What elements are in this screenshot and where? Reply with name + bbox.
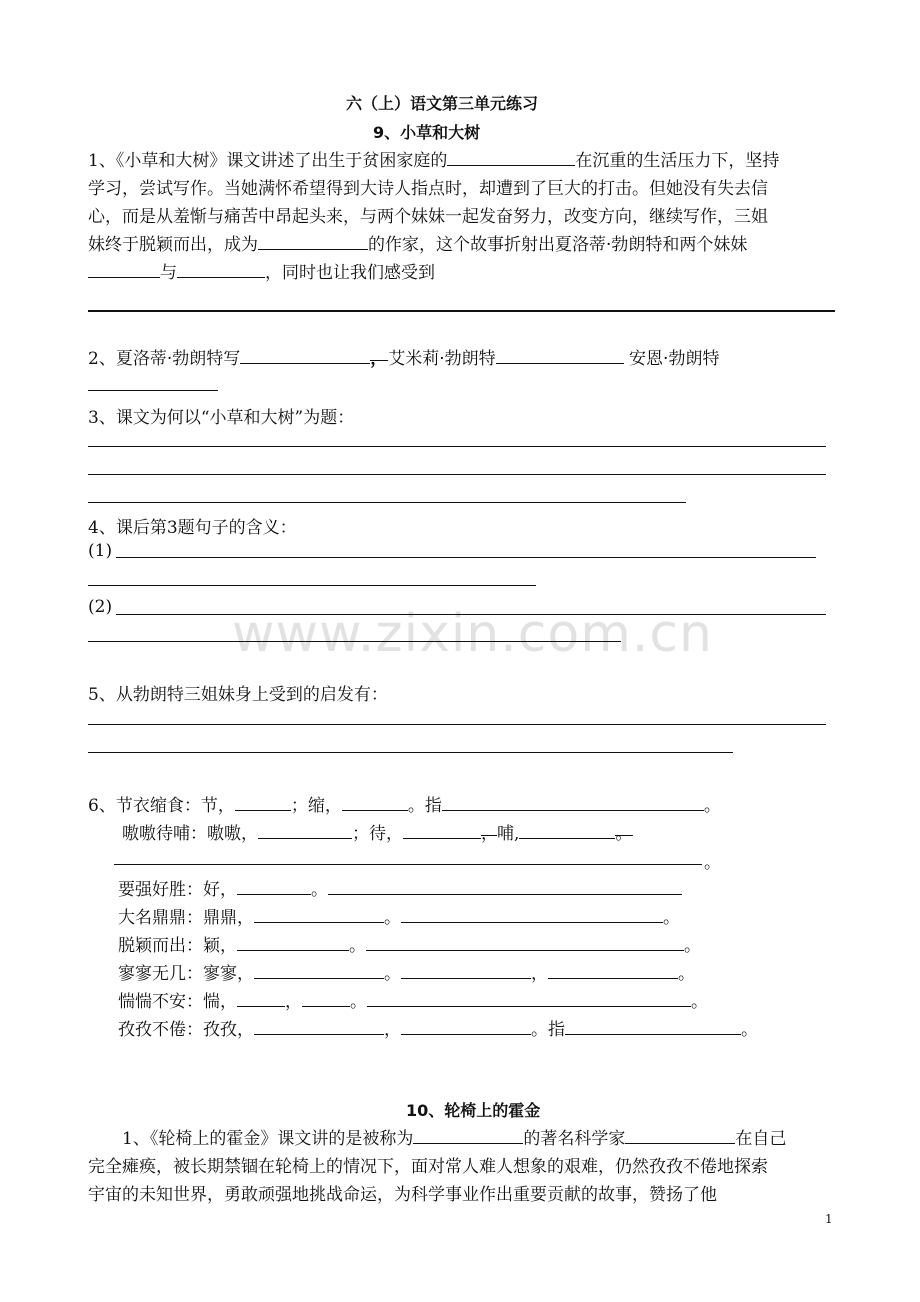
answer-blank[interactable] (88, 261, 160, 278)
lesson10-line1: 1、《轮椅上的霍金》课文讲的是被称为 的著名科学家 在自己 (122, 1129, 787, 1149)
answer-blank[interactable] (366, 934, 684, 951)
answer-blank[interactable] (254, 962, 384, 979)
q1-line5: 与 ，同时也让我们感受到 (88, 258, 435, 283)
answer-blank[interactable] (401, 962, 531, 979)
answer-line[interactable] (88, 474, 826, 475)
answer-blank[interactable] (177, 261, 265, 278)
answer-blank[interactable] (302, 990, 350, 1007)
answer-blank[interactable] (258, 233, 368, 250)
lesson9-heading: 9、小草和大树 (373, 123, 481, 142)
answer-blank[interactable] (548, 962, 678, 979)
answer-blank[interactable] (447, 149, 575, 166)
page-number: 1 (825, 1212, 833, 1226)
answer-line[interactable] (88, 390, 218, 391)
answer-blank[interactable] (342, 794, 408, 811)
answer-blank[interactable] (237, 990, 285, 1007)
lesson10-line3: 宇宙的未知世界，勇敢顽强地挑战命运，为科学事业作出重要贡献的故事，赞扬了他 (88, 1185, 717, 1205)
answer-blank[interactable] (254, 1018, 384, 1035)
answer-line[interactable] (116, 614, 826, 615)
answer-line[interactable] (88, 724, 826, 725)
answer-blank[interactable] (401, 1018, 531, 1035)
answer-blank[interactable] (519, 822, 615, 839)
answer-blank[interactable] (413, 1127, 523, 1144)
answer-blank[interactable] (254, 906, 384, 923)
lesson10-line2: 完全瘫痪，被长期禁锢在轮椅上的情况下，面对常人难人想象的艰难，仍然孜孜不倦地探索 (88, 1157, 768, 1177)
answer-blank[interactable] (367, 990, 691, 1007)
q4-item2-label: (2) (88, 597, 113, 617)
answer-blank[interactable] (496, 347, 624, 364)
q6-row4: 大名鼎鼎：鼎鼎， 。 。 (118, 908, 680, 928)
answer-blank[interactable] (237, 934, 349, 951)
q3-text: 3、课文为何以“小草和大树”为题： (88, 408, 355, 428)
q1-line3: 心，而是从羞惭与痛苦中昂起头来，与两个妹妹一起发奋努力，改变方向，继续写作，三姐 (88, 207, 768, 227)
answer-blank[interactable] (442, 794, 704, 811)
answer-blank[interactable] (237, 878, 311, 895)
answer-line[interactable] (88, 446, 826, 447)
q1-line2: 学习，尝试写作。当她满怀希望得到大诗人指点时，却遭到了巨大的打击。但她没有失去信 (88, 179, 768, 199)
answer-line[interactable] (88, 585, 536, 586)
lesson10-heading: 10、轮椅上的霍金 (406, 1101, 541, 1120)
answer-blank[interactable] (328, 878, 682, 895)
answer-blank[interactable] (625, 1127, 735, 1144)
answer-line[interactable] (114, 864, 702, 865)
q6-row1: 6、节衣缩食：节， ；缩， 。指 。 (88, 796, 721, 816)
answer-line[interactable] (88, 752, 733, 753)
watermark: www.zixin.com.cn (232, 604, 713, 664)
q1-line4: 妹终于脱颖而出，成为 的作家，这个故事折射出夏洛蒂·勃朗特和两个妹妹 (88, 235, 748, 255)
q1-line1: 1、《小草和大树》课文讲述了出生于贫困家庭的 在沉重的生活压力下，坚持 (88, 151, 780, 171)
answer-blank[interactable] (403, 822, 481, 839)
q6-row3: 要强好胜：好， 。 (118, 875, 682, 900)
answer-line[interactable] (88, 641, 621, 642)
answer-line[interactable] (88, 502, 686, 503)
answer-blank[interactable] (235, 794, 291, 811)
q6-row8: 孜孜不倦：孜孜， ， 。指 。 (118, 1020, 758, 1040)
answer-line[interactable] (116, 557, 816, 558)
q6-row5: 脱颖而出：颖， 。 。 (118, 936, 701, 956)
answer-line[interactable] (88, 310, 835, 312)
q4-item1-label: (1) (88, 541, 113, 561)
q4-text: 4、课后第3题句子的含义： (88, 518, 297, 538)
answer-blank[interactable] (565, 1018, 741, 1035)
answer-blank[interactable] (258, 822, 352, 839)
answer-blank[interactable] (240, 347, 370, 364)
q6-row2: 嗷嗷待哺：嗷嗷， ；待， ，哺, 。 (122, 819, 633, 844)
answer-blank[interactable] (401, 906, 663, 923)
page-title: 六（上）语文第三单元练习 (346, 94, 539, 113)
q6-row2-end: 。 (704, 853, 721, 873)
q5-text: 5、从勃朗特三姐妹身上受到的启发有： (88, 685, 388, 705)
q2-line: 2、夏洛蒂·勃朗特写 ，艾米莉·勃朗特 安恩·勃朗特 (88, 344, 719, 369)
q6-row6: 寥寥无几：寥寥， 。 ， 。 (118, 964, 695, 984)
q6-row7: 惴惴不安：惴， ， 。 。 (118, 992, 708, 1012)
